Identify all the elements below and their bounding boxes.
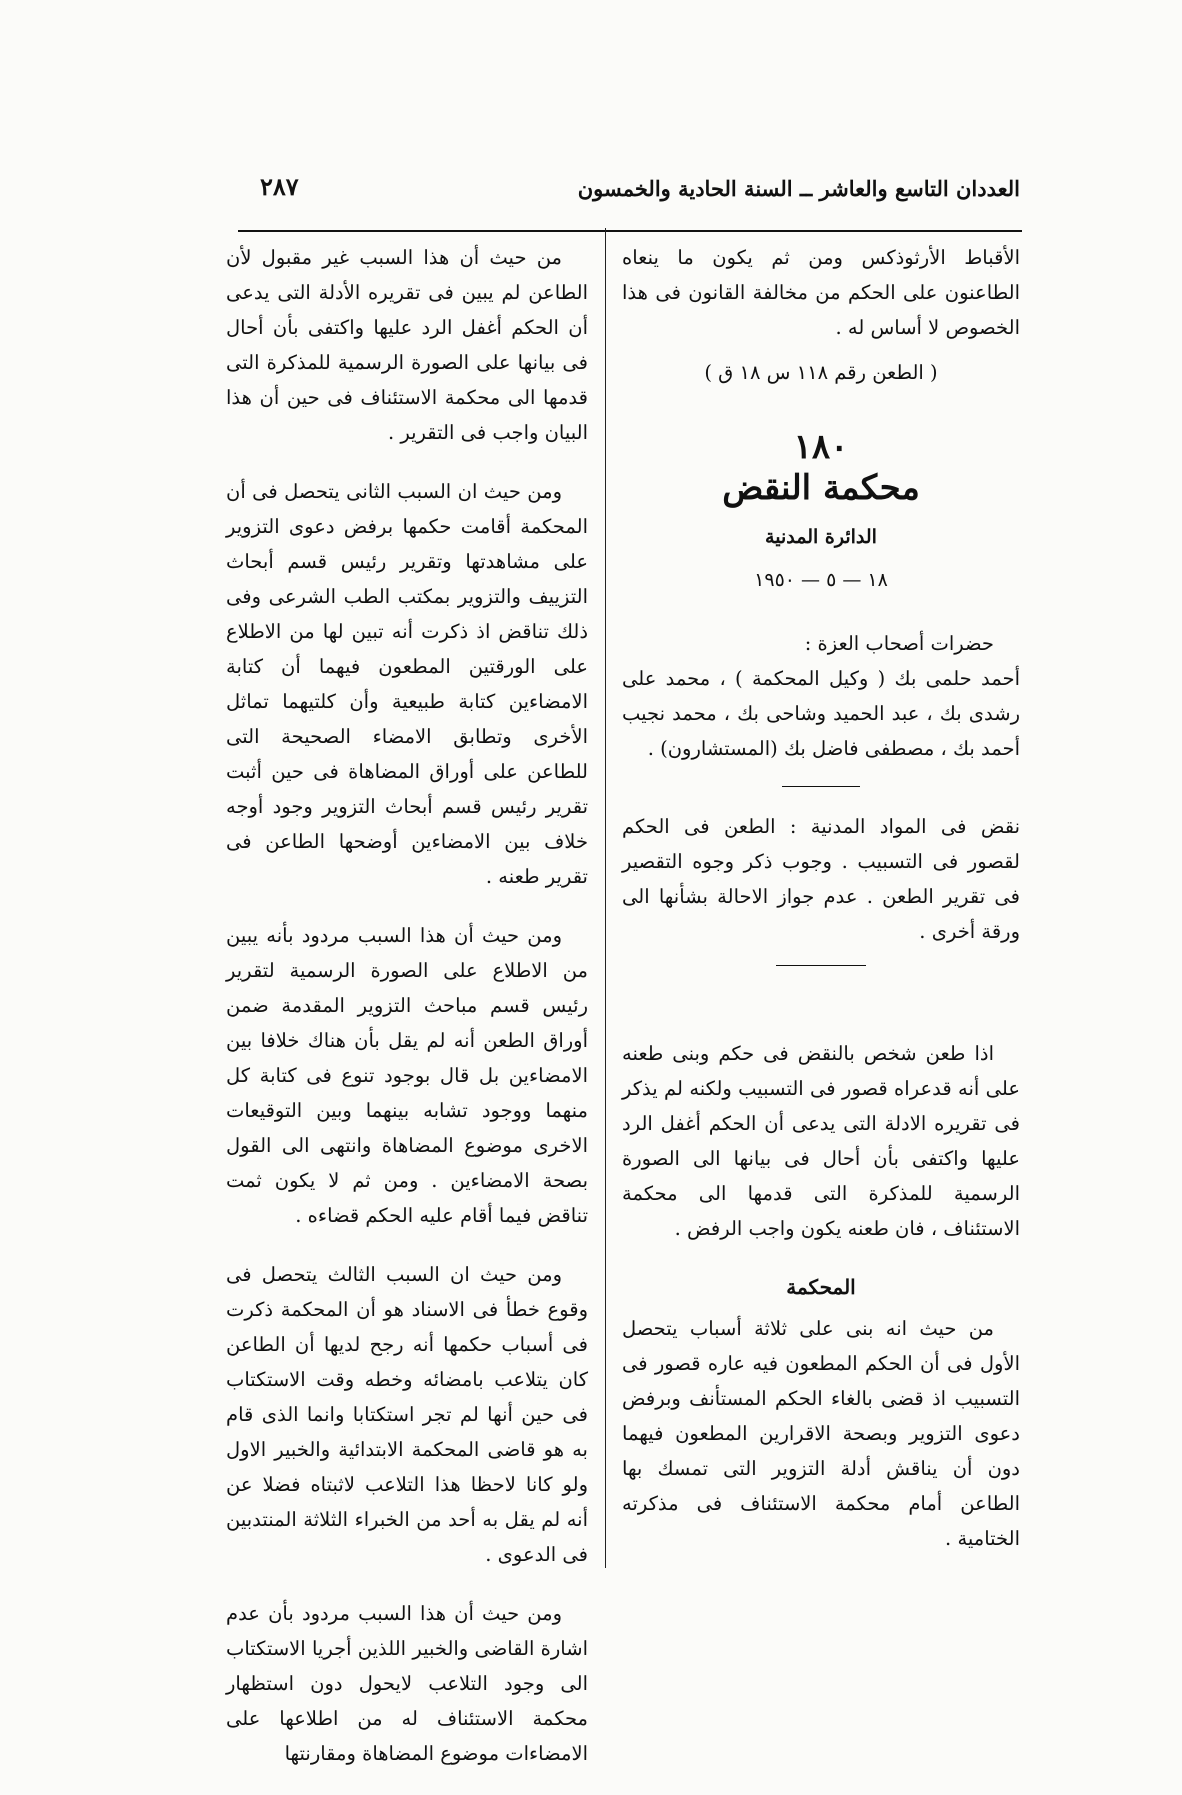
ruling-paragraph: ومن حيث ان السبب الثانى يتحصل فى أن المحكمة أقامت حكمها برفض دعوى التزوير على مشاهدتها وتقرير رئيس قسم أبحاث التزييف والتزوير بمكتب الطب الشرعى وفى ذلك تناقض اذ ذكرت أنه تبين لها من الاطلاع على الورقتين المطعون فيهما أن كتابة الامضاءين كتابة طبيعية وأن كلتيهما تماثل الأخرى وتطابق الامضاء الصحيحة التى للطاعن على أوراق المضاهاة فى حين أثبت تقرير رئيس قسم أبحاث التزوير وجود أوجه خلاف بين الامضاءين أوضحها الطاعن فى تقرير طعنه . <box>226 480 588 888</box>
left-column <box>226 240 588 1795</box>
right-column <box>622 240 1020 1580</box>
court-heading: المحكمة <box>786 1275 856 1299</box>
ruling-paragraph: من حيث أن هذا السبب غير مقبول لأن الطاعن لم يبين فى تقريره الأدلة التى يدعى أن الحكم أغفل الرد عليها واكتفى بأن أحال فى بيانها على الصورة الرسمية للمذكرة التى قدمها الى محكمة الاستئناف فى حين أن هذا البيان واجب فى التقرير . <box>226 246 588 444</box>
header-rule <box>238 230 1022 232</box>
case-number: ١٨٠ <box>793 427 849 467</box>
continuation-paragraph: الأقباط الأرثوذكس ومن ثم يكون ما ينعاه الطاعنون على الحكم من مخالفة القانون فى هذا الخصوص لا أساس له . <box>622 246 1020 339</box>
case-summary: اذا طعن شخص بالنقض فى حكم وبنى طعنه على أنه قدعراه قصور فى التسبيب ولكنه لم يذكر فى تقريره الادلة التى يدعى أن الحكم أغفل الرد عليها واكتفى بأن أحال فى بيانها الى الصورة الرسمية للمذكرة التى قدمها الى محكمة الاستئناف ، فان طعنه يكون واجب الرفض . <box>622 1042 1020 1240</box>
ruling-paragraph: ومن حيث أن هذا السبب مردود بأن عدم اشارة القاضى والخبير اللذين أجريا الاستكتاب الى وجود التلاعب لايحول دون استظهار محكمة الاستئناف له من اطلاعها على الامضاءات موضوع المضاهاة ومقارنتها <box>226 1602 588 1765</box>
section-divider <box>782 786 860 787</box>
column-divider <box>605 228 606 1568</box>
page-header <box>235 172 1020 212</box>
running-title: العددان التاسع والعاشر ــ السنة الحادية والخمسون <box>577 176 1020 201</box>
court-text: من حيث انه بنى على ثلاثة أسباب يتحصل الأول فى أن الحكم المطعون فيه عاره قصور فى التسبيب اذ قضى بالغاء الحكم المستأنف وبرفض دعوى التزوير وبصحة الاقرارين المطعون فيهما دون أن يناقش أدلة التزوير التى تمسك بها الطاعن أمام محكمة الاستئناف فى مذكرته الختامية . <box>622 1317 1020 1550</box>
judges-list: أحمد حلمى بك ( وكيل المحكمة ) ، محمد على رشدى بك ، عبد الحميد وشاحى بك ، محمد نجيب أحمد بك ، مصطفى فاضل بك (المستشارون) . <box>622 667 1020 760</box>
decision-date: ١٨ — ٥ — ١٩٥٠ <box>754 569 888 591</box>
page-number: ٢٨٧ <box>260 172 299 201</box>
appeal-reference: ( الطعن رقم ١١٨ س ١٨ ق ) <box>704 361 938 384</box>
section-divider <box>776 965 866 966</box>
ruling-paragraph: ومن حيث ان السبب الثالث يتحصل فى وقوع خطأ فى الاسناد هو أن المحكمة ذكرت فى أسباب حكمها أنه رجح لديها أن الطاعن كان يتلاعب بامضائه وخطه وقت الاستكتاب فى حين أنها لم تجر استكتابا وانما الذى قام به هو قاضى المحكمة الابتدائية والخبير الاول ولو كانا لاحظا هذا التلاعب لاثبتاه فضلا عن أنه لم يقل به أحد من الخبراء الثلاثة المنتدبين فى الدعوى . <box>226 1263 588 1566</box>
ruling-paragraph: ومن حيث أن هذا السبب مردود بأنه يبين من الاطلاع على الصورة الرسمية لتقرير رئيس قسم مباحث التزوير المقدمة ضمن أوراق الطعن أنه لم يقل بأن هناك خلافا بين الامضاءين بل قال بوجود تنوع فى كتابة كل منهما ووجود تشابه بينهما وبين التوقيعات الاخرى موضوع المضاهاة وانتهى الى القول بصحة الامضاءين . ومن ثم لا يكون ثمت تناقض فيما أقام عليه الحكم قضاءه . <box>226 924 588 1227</box>
counsel-label: حضرات أصحاب العزة : <box>804 632 994 655</box>
court-name: محكمة النقض <box>722 468 920 508</box>
headnote: نقض فى المواد المدنية : الطعن فى الحكم لقصور فى التسبيب . وجوب ذكر وجوه التقصير فى تقرير الطعن . عدم جواز الاحالة بشأنها الى ورقة أخرى . <box>622 815 1020 943</box>
circuit-name: الدائرة المدنية <box>765 526 877 548</box>
